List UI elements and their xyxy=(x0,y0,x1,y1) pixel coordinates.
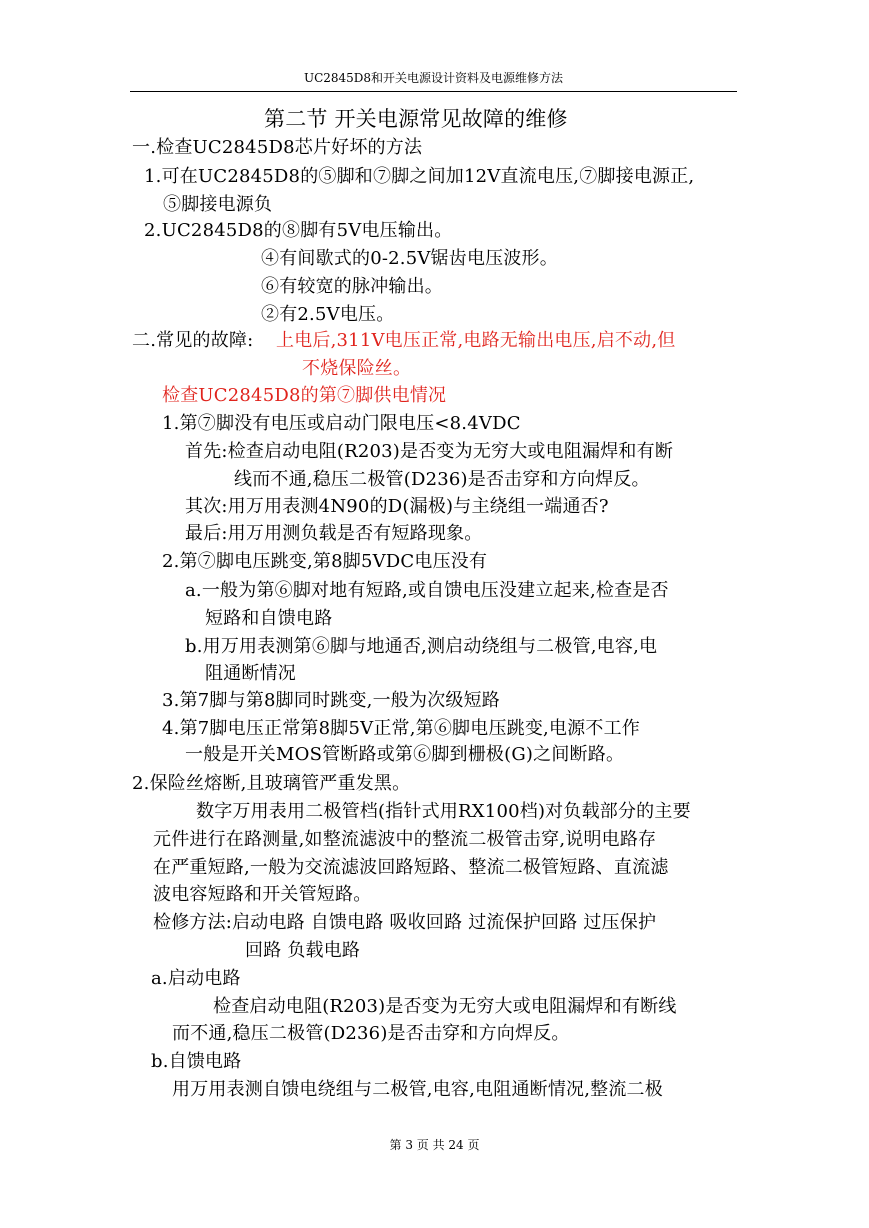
paragraph-line: 线而不通,稳压二极管(D236)是否击穿和方向焊反。 xyxy=(234,469,650,490)
heading-fuse-blown: 2.保险丝熔断,且玻璃管严重发黑。 xyxy=(132,773,411,794)
paragraph-line: 用万用表测自馈电绕组与二极管,电容,电阻通断情况,整流二极 xyxy=(172,1079,663,1100)
paragraph-line: 在严重短路,一般为交流滤波回路短路、整流二极管短路、直流滤 xyxy=(153,857,669,878)
paragraph-line: 最后:用万用测负载是否有短路现象。 xyxy=(185,523,483,544)
paragraph-line: b.用万用表测第⑥脚与地通否,测启动绕组与二极管,电容,电 xyxy=(185,636,658,657)
paragraph-line: 3.第7脚与第8脚同时跳变,一般为次级短路 xyxy=(162,690,500,711)
page-number-footer: 第 3 页 共 24 页 xyxy=(389,1138,480,1152)
paragraph-line: ②有2.5V电压。 xyxy=(261,304,395,325)
paragraph-line: ④有间歇式的0-2.5V锯齿电压波形。 xyxy=(261,248,558,269)
paragraph-line: 检查启动电阻(R203)是否变为无穷大或电阻漏焊和有断线 xyxy=(213,996,677,1017)
page-header: UC2845D8和开关电源设计资料及电源维修方法 xyxy=(303,71,564,85)
paragraph-line: 短路和自馈电路 xyxy=(205,608,333,629)
paragraph-line: 首先:检查启动电阻(R203)是否变为无穷大或电阻漏焊和有断 xyxy=(185,441,674,462)
paragraph-line: 一般是开关MOS管断路或第⑥脚到栅极(G)之间断路。 xyxy=(185,744,625,765)
section-title: 第二节 开关电源常见故障的维修 xyxy=(264,107,568,131)
check-instruction-red: 检查UC2845D8的第⑦脚供电情况 xyxy=(162,385,447,406)
paragraph-line: 阻通断情况 xyxy=(205,663,296,684)
paragraph-line: 4.第7脚电压正常第8脚5V正常,第⑥脚电压跳变,电源不工作 xyxy=(162,718,640,739)
fault-description-red: 上电后,311V电压正常,电路无输出电压,启不动,但 xyxy=(276,330,676,351)
header-divider xyxy=(130,91,737,92)
paragraph-line: 波电容短路和开关管短路。 xyxy=(153,884,372,905)
paragraph-line: 1.第⑦脚没有电压或启动门限电压<8.4VDC xyxy=(162,413,521,434)
paragraph-line: 检修方法:启动电路 自馈电路 吸收回路 过流保护回路 过压保护 xyxy=(153,912,657,933)
paragraph-line: 元件进行在路测量,如整流滤波中的整流二极管击穿,说明电路存 xyxy=(153,829,657,850)
paragraph-line: 2.第⑦脚电压跳变,第8脚5VDC电压没有 xyxy=(162,551,488,572)
paragraph-line: ⑥有较宽的脉冲输出。 xyxy=(261,276,443,297)
subheading-startup-circuit: a.启动电路 xyxy=(151,968,241,989)
paragraph-line: 2.UC2845D8的⑧脚有5V电压输出。 xyxy=(144,220,453,241)
heading-common-faults: 二.常见的故障: xyxy=(132,330,254,351)
paragraph-line: 1.可在UC2845D8的⑤脚和⑦脚之间加12V直流电压,⑦脚接电源正, xyxy=(144,166,695,187)
paragraph-line: 而不通,稳压二极管(D236)是否击穿和方向焊反。 xyxy=(172,1023,570,1044)
paragraph-line: 其次:用万用表测4N90的D(漏极)与主绕组一端通否? xyxy=(185,496,609,517)
paragraph-line: a.一般为第⑥脚对地有短路,或自馈电压没建立起来,检查是否 xyxy=(185,580,669,601)
paragraph-line: 回路 负载电路 xyxy=(245,940,361,961)
paragraph-line: ⑤脚接电源负 xyxy=(163,194,273,215)
fault-description-red: 不烧保险丝。 xyxy=(302,358,412,379)
heading-chip-check: 一.检查UC2845D8芯片好坏的方法 xyxy=(132,137,423,158)
subheading-self-feed-circuit: b.自馈电路 xyxy=(151,1051,242,1072)
paragraph-line: 数字万用表用二极管档(指针式用RX100档)对负载部分的主要 xyxy=(196,801,691,822)
